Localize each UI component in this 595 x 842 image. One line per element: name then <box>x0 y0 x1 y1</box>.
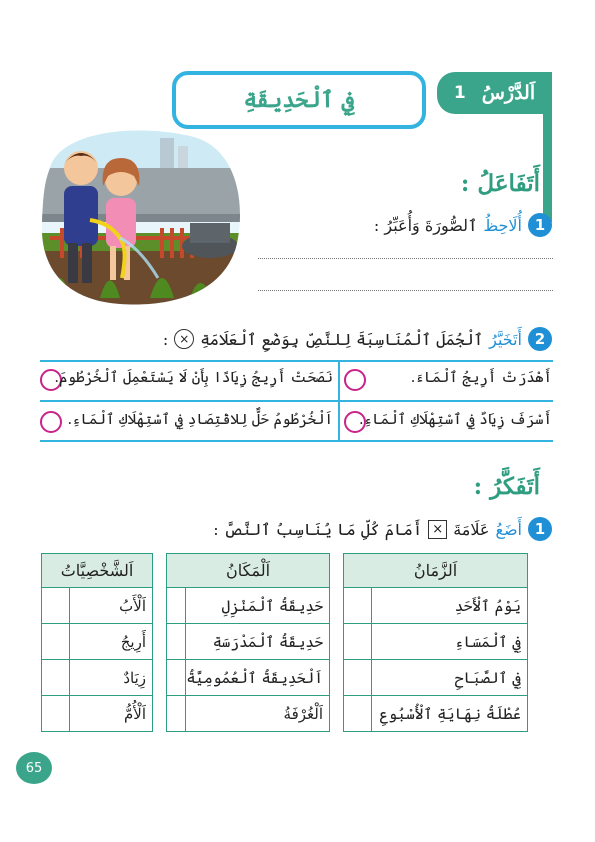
table-cell: زِيَادٌ <box>70 660 153 696</box>
check-cell[interactable] <box>344 696 372 732</box>
q1-verb: أُلَاحِظُ <box>483 215 522 235</box>
lesson-title-box <box>172 71 426 129</box>
table-row <box>344 624 528 660</box>
interact-heading: أَتَفَاعَلُ : <box>460 170 540 197</box>
table-cell: فِي ٱلْمَسَاءِ <box>372 624 528 660</box>
table-row <box>344 588 528 624</box>
grid-line-middle <box>40 400 553 402</box>
q2-colon: : <box>162 329 169 349</box>
table-row <box>167 696 330 732</box>
grid-line-bottom <box>40 440 553 442</box>
table-time-header: اَلزَّمَانُ <box>344 554 528 588</box>
think-q1-instruction: أَمَامَ كُلِّ مَا يُنَاسِبُ ٱلنَّصَّ : <box>213 519 423 539</box>
table-place-header: اَلْمَكَانُ <box>167 554 330 588</box>
sentence-1: أَهْدَرَتْ أَرِيجُ ٱلْمَاءَ. <box>410 370 552 386</box>
sentence-3: أَسْرَفَ زِيَادٌ فِي ٱسْتِهْلَاكِ ٱلْمَاءِ. <box>359 412 552 428</box>
check-cell[interactable] <box>344 624 372 660</box>
think-q1-word: عَلَامَةَ <box>453 519 490 539</box>
table-cell: يَوْمُ ٱلْأَحَدِ <box>372 588 528 624</box>
check-cell[interactable] <box>167 588 186 624</box>
check-cell[interactable] <box>42 624 70 660</box>
check-cell[interactable] <box>42 588 70 624</box>
check-cell[interactable] <box>344 588 372 624</box>
x-mark-box: × <box>428 520 447 539</box>
lesson-label: اَلدَّرْسُ <box>481 82 536 104</box>
table-row <box>42 624 153 660</box>
table-cell: اَلْأُمُّ <box>70 696 153 732</box>
check-cell[interactable] <box>167 696 186 732</box>
lesson-tab <box>437 72 552 114</box>
check-cell[interactable] <box>344 660 372 696</box>
think-q1-verb: أَضَعُ <box>495 519 522 539</box>
interact-q2 <box>163 327 552 351</box>
q2-number-badge: 2 <box>528 327 552 351</box>
grid-line-vertical <box>338 360 340 440</box>
table-time <box>343 553 528 732</box>
x-mark-circle: × <box>174 329 194 349</box>
table-row <box>167 624 330 660</box>
check-cell[interactable] <box>167 624 186 660</box>
table-row <box>167 660 330 696</box>
table-cell: اَلْأَبُ <box>70 588 153 624</box>
table-row <box>42 696 153 732</box>
q1-instruction: ٱلصُّورَةَ وَأُعَبِّرُ : <box>373 215 478 235</box>
think-heading: أَتَفَكَّرُ : <box>473 473 540 500</box>
q2-instruction: ٱلْجُمَلَ ٱلْمُنَاسِبَةَ لِلنَّصِّ بِوَضْعِ ٱلْعَلَامَةِ <box>200 329 484 349</box>
interact-q1 <box>374 213 552 237</box>
table-cell: أَرِيجُ <box>70 624 153 660</box>
table-cell: حَدِيقَةُ ٱلْمَنْزِلِ <box>186 588 330 624</box>
option-circle-4[interactable] <box>40 411 62 433</box>
check-cell[interactable] <box>42 660 70 696</box>
table-row <box>42 660 153 696</box>
page-number: 65 <box>16 752 52 784</box>
table-characters <box>41 553 153 732</box>
q1-number-badge: 1 <box>528 213 552 237</box>
check-cell[interactable] <box>42 696 70 732</box>
table-cell: حَدِيقَةُ ٱلْمَدْرَسَةِ <box>186 624 330 660</box>
table-row <box>42 588 153 624</box>
think-q1-number-badge: 1 <box>528 517 552 541</box>
table-characters-header: اَلشَّخْصِيَّاتُ <box>42 554 153 588</box>
table-place <box>166 553 330 732</box>
table-row <box>344 696 528 732</box>
garden-illustration <box>40 128 242 306</box>
lesson-number: 1 <box>453 83 466 103</box>
table-cell: اَلْغُرْفَةُ <box>186 696 330 732</box>
table-cell: اَلْحَدِيقَةُ ٱلْعُمُومِيَّةُ <box>186 660 330 696</box>
lesson-title: فِي ٱلْحَدِيقَةِ <box>243 87 355 113</box>
sentence-2: نَصَحَتْ أَرِيجُ زِيَادًا بِأَنْ لَا يَسْتَعْمِلَ ٱلْخُرْطُومَ. <box>54 370 333 386</box>
sentence-4: اَلْخُرْطُومُ حَلٌّ لِلاقْتِصَادِ فِي ٱسْتِهْلَاكِ ٱلْمَاءِ. <box>67 412 333 428</box>
q2-verb: أَتَخَيَّرُ <box>489 329 522 349</box>
table-cell: فِي ٱلصَّبَاحِ <box>372 660 528 696</box>
option-circle-1[interactable] <box>344 369 366 391</box>
grid-line-top <box>40 360 553 362</box>
table-row <box>344 660 528 696</box>
answer-line-2[interactable] <box>258 290 553 291</box>
check-cell[interactable] <box>167 660 186 696</box>
table-cell: عُطْلَةُ نِهَايَةِ ٱلْأُسْبُوعِ <box>372 696 528 732</box>
table-row <box>167 588 330 624</box>
think-q1 <box>213 517 552 541</box>
answer-line-1[interactable] <box>258 258 553 259</box>
